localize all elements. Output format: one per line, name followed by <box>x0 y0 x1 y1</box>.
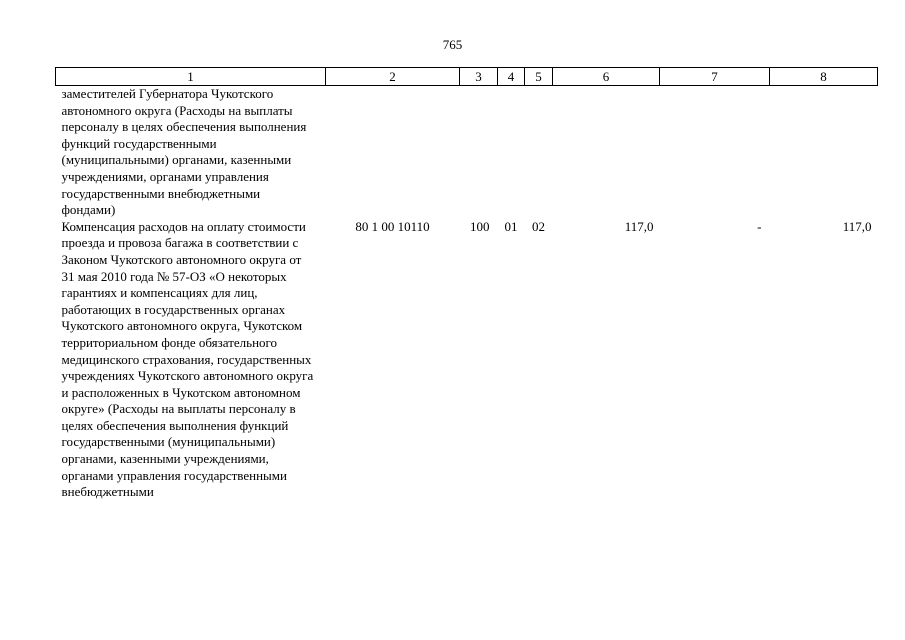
row-name-cell <box>56 86 326 219</box>
column-header-5: 5 <box>525 68 553 86</box>
column-header-3: 3 <box>460 68 498 86</box>
column-header-1: 1 <box>56 68 326 86</box>
row-sum6-cell <box>553 86 660 219</box>
row-sum8-cell: 117,0 <box>842 218 872 234</box>
column-header-6: 6 <box>553 68 660 86</box>
row-sum6-cell: 117,0 <box>624 218 654 234</box>
table-row <box>56 86 878 219</box>
row-name-text: Компенсация расходов на оплату стоимости проезда и провоза багажа в соответствии с Законом Чукотского автономного округа от 31 мая 2010 года № 57-ОЗ «О некоторых гарантиях и компенсациях для лиц, работающих в государственных органах Чукотского автономного округа, Чукотском территориальном фонде обязательного медицинского страхования, государственных учреждениях Чукотского автономного округа и расположенных в Чукотском автономном округе» (Расходы на выплаты персоналу в целях обеспечения выполнения функций государственными (муниципальными) органами, казенными учреждениями, органами управления государственными внебюджетными <box>61 218 314 500</box>
table-header-row <box>56 68 878 86</box>
row-vr-cell: 100 <box>470 218 490 234</box>
column-header-8: 8 <box>770 68 878 86</box>
row-vr-cell <box>460 86 498 219</box>
row-pr-cell <box>525 86 553 219</box>
column-header-7: 7 <box>660 68 770 86</box>
row-sum8-cell <box>770 86 878 219</box>
row-pr-cell: 02 <box>532 218 545 234</box>
page-number: 765 <box>442 37 463 52</box>
table-row <box>56 219 878 501</box>
row-name-text: заместителей Губернатора Чукотского автономного округа (Расходы на выплаты персоналу в целях обеспечения выполнения функций государственными (муниципальными) органами, казенными учреждениями, органами управления государственными внебюджетными фондами) <box>61 86 307 218</box>
row-rz-cell <box>498 86 525 219</box>
row-sum7-cell: - <box>757 218 762 234</box>
row-sum7-cell <box>660 86 770 219</box>
column-header-2: 2 <box>326 68 460 86</box>
row-csr-cell <box>326 86 460 219</box>
row-name-cell <box>56 219 326 501</box>
column-header-4: 4 <box>498 68 525 86</box>
budget-table <box>55 67 878 501</box>
row-csr-cell: 80 1 00 10110 <box>355 218 430 234</box>
row-rz-cell: 01 <box>504 218 518 234</box>
